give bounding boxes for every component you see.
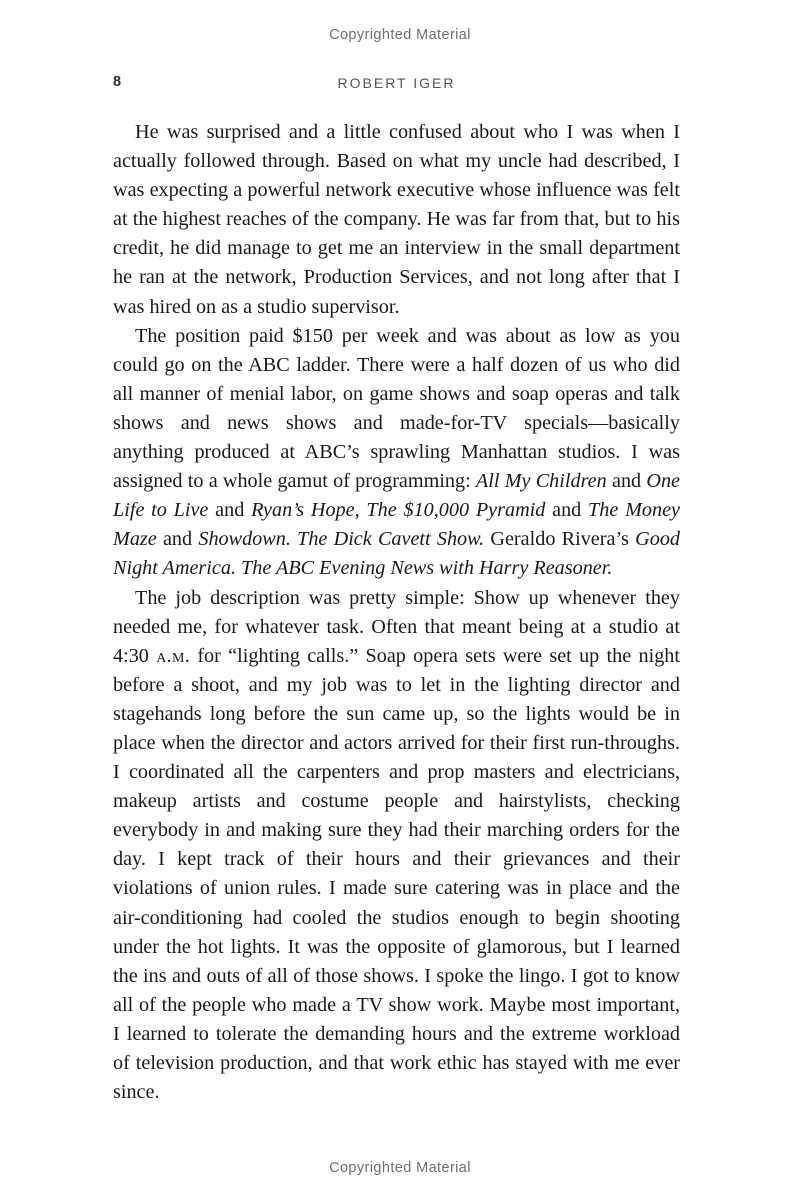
paragraph-3	[113, 584, 680, 1108]
text-run: for “lighting calls.” Soap opera sets were set up the night before a shoot, and my job was to let in the lighting director and stagehands long before the sun came up, so the lights would be in place when the director and actors arrived for their first run-throughs. I coordinated all the carpenters and prop masters and electricians, makeup artists and costume people and hairstylists, checking everybody in and making sure they had their marching orders for the day. I kept track of their hours and their grievances and their violations of union rules. I made sure catering was in place and the air-conditioning had cooled the studios enough to begin shooting under the hot lights. It was the opposite of glamorous, but I learned the ins and outs of all of those shows. I spoke the lingo. I got to know all of the people who made a TV show work. Maybe most important, I learned to tolerate the demanding hours and the extreme workload of television production, and that work ethic has stayed with me ever since.	[113, 644, 681, 1104]
text-run: Geraldo Rivera’s	[484, 528, 636, 551]
text-run: and	[545, 499, 589, 522]
copyright-watermark-bottom: Copyrighted Material	[329, 1160, 471, 1176]
text-run: and	[156, 528, 199, 551]
paragraph-1: He was surprised and a little confused about who I was when I actually followed through. Based on what my uncle had described, I was expecting a powerful network executive whose influence was felt at the highest reaches of the company. He was far from that, but to his credit, he did manage to get me an interview in the small department he ran at the network, Production Services, and not long after that I was hired on as a studio supervisor.	[113, 121, 680, 318]
page-number: 8	[113, 74, 122, 90]
italic-title: Ryan’s Hope, The $10,000 Pyramid	[251, 499, 546, 522]
text-run: The job description was pretty simple: Show up whenever they needed me, for whatever task. Often that meant being at a studio at 4:30	[113, 586, 680, 667]
italic-title: Showdown. The Dick Cavett Show.	[198, 528, 485, 551]
italic-title: All My Children	[475, 470, 607, 493]
body-text-column	[113, 118, 680, 1107]
paragraph-2	[113, 322, 680, 584]
italic-title: Good Night America. The ABC Evening News with Harry Reasoner.	[113, 528, 681, 580]
italic-title: The Money Maze	[113, 499, 681, 551]
running-head	[113, 74, 680, 96]
small-caps-time-marker: a.m.	[156, 644, 191, 667]
italic-title: One Life to Live	[113, 470, 681, 522]
text-run: and	[208, 499, 252, 522]
text-run: The position paid $150 per week and was about as low as you could go on the ABC ladder. There were a half dozen of us who did all manner of menial labor, on game shows and soap operas and talk shows and news shows and made-for-TV specials—basically anything produced at ABC’s sprawling Manhattan studios. I was assigned to a whole gamut of programming:	[113, 324, 680, 493]
copyright-watermark-top: Copyrighted Material	[329, 27, 471, 43]
running-head-title: ROBERT IGER	[337, 75, 456, 91]
text-run: and	[606, 470, 647, 493]
